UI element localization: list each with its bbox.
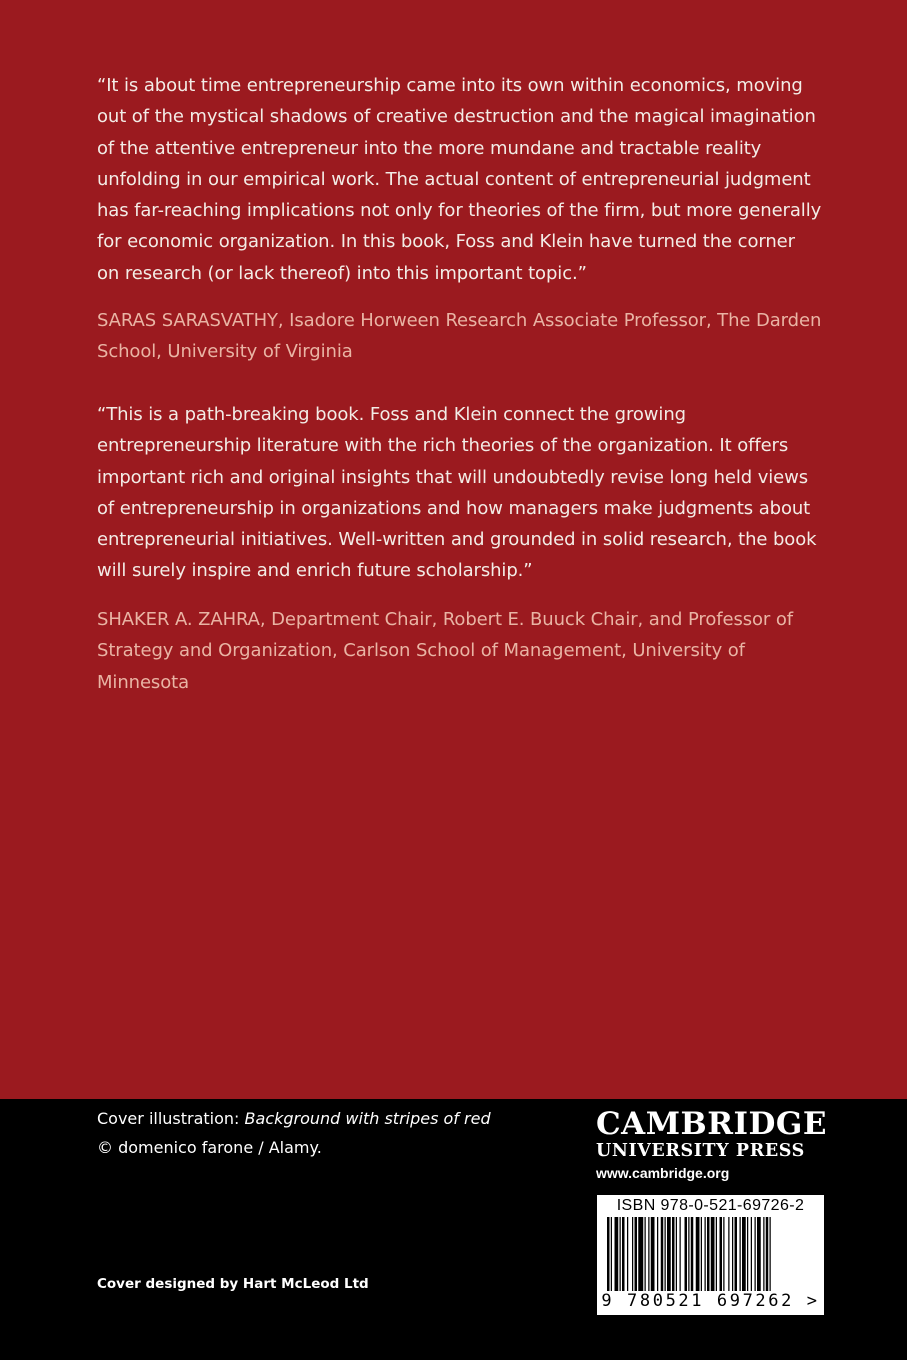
barcode-bar <box>728 1217 729 1291</box>
isbn-barcode <box>597 1195 824 1315</box>
barcode-bar <box>696 1217 700 1291</box>
barcode-bar <box>665 1217 666 1291</box>
barcode-bar <box>770 1217 771 1291</box>
barcode-bar <box>661 1217 664 1291</box>
barcode-bar <box>720 1217 723 1291</box>
publisher-url: www.cambridge.org <box>596 1165 730 1181</box>
cover-designer-credit: Cover designed by Hart McLeod Ltd <box>97 1276 369 1292</box>
barcode-bar <box>685 1217 688 1291</box>
endorsement-quote-2: “This is a path-breaking book. Foss and Klein connect the growing entrepreneurship literature with the rich theories of the organization. It offers important rich and original insights that will undoubtedly revise long held views of entrepreneurship in organizations and how managers make judgments about entrepreneurial initiatives. Well-written and grounded in solid research, the book will surely inspire and enrich future scholarship.” <box>97 404 817 582</box>
barcode-bar <box>632 1217 633 1291</box>
barcode-bar <box>740 1217 741 1291</box>
publisher-name: CAMBRIDGE <box>596 1106 827 1142</box>
barcode-bar <box>688 1217 689 1291</box>
barcode-bar <box>691 1217 694 1291</box>
barcode-bar <box>751 1217 752 1291</box>
barcode-bar <box>676 1217 677 1291</box>
barcode-bar <box>707 1217 710 1291</box>
barcode-bar <box>672 1217 675 1291</box>
barcode-bar <box>638 1217 643 1291</box>
cover-illustration-line <box>97 1104 491 1133</box>
barcode-bar <box>657 1217 658 1291</box>
barcode-bar <box>763 1217 764 1291</box>
endorsement-attribution-2: SHAKER A. ZAHRA, Department Chair, Robert E. Buuck Chair, and Professor of Strategy and Organization, Carlson School of Management, University of Minnesota <box>97 609 793 693</box>
barcode-bar <box>711 1217 715 1291</box>
barcode-bars <box>607 1217 814 1291</box>
barcode-bar <box>607 1217 610 1291</box>
barcode-bar <box>705 1217 706 1291</box>
barcode-bar <box>701 1217 702 1291</box>
barcode-bar <box>627 1217 628 1291</box>
credit-title: Background with stripes of red <box>244 1109 491 1128</box>
barcode-bar <box>757 1217 761 1291</box>
barcode-bar <box>723 1217 724 1291</box>
publisher-logo <box>596 1106 827 1181</box>
credit-copyright: © domenico farone / Alamy. <box>97 1138 322 1157</box>
barcode-bar <box>742 1217 746 1291</box>
barcode-bar <box>611 1217 612 1291</box>
barcode-bar <box>645 1217 646 1291</box>
barcode-digits: 9 780521 697262 > <box>601 1291 820 1311</box>
barcode-bar <box>766 1217 769 1291</box>
barcode-bar <box>735 1217 738 1291</box>
barcode-bar <box>651 1217 655 1291</box>
barcode-bar <box>635 1217 638 1291</box>
publisher-subtitle: UNIVERSITY PRESS <box>596 1141 805 1161</box>
barcode-bar <box>732 1217 733 1291</box>
barcode-bar <box>716 1217 717 1291</box>
cover-illustration-credit <box>97 1104 491 1162</box>
barcode-bar <box>648 1217 649 1291</box>
barcode-bar <box>622 1217 625 1291</box>
barcode-bar <box>747 1217 748 1291</box>
barcode-bar <box>620 1217 621 1291</box>
credit-prefix: Cover illustration: <box>97 1109 245 1128</box>
endorsement-quote-1: “It is about time entrepreneurship came into its own within economics, moving out of the mystical shadows of creative destruction and the magical imagination of the attentive entrepreneur into the more mundane and tractable reality unfolding in our empirical work. The actual content of entrepreneurial judgment has far-reaching implications not only for theories of the firm, but more generally for economic organization. In this book, Foss and Klein have turned the corner on research (or lack thereof) into this important topic.” <box>97 75 822 284</box>
barcode-bar <box>680 1217 681 1291</box>
isbn-label: ISBN 978-0-521-69726-2 <box>616 1197 805 1214</box>
endorsement-attribution-1: SARAS SARASVATHY, Isadore Horween Research Associate Professor, The Darden School, University of Virginia <box>97 310 822 363</box>
barcode-bar <box>755 1217 756 1291</box>
barcode-bar <box>615 1217 619 1291</box>
barcode-bar <box>667 1217 671 1291</box>
